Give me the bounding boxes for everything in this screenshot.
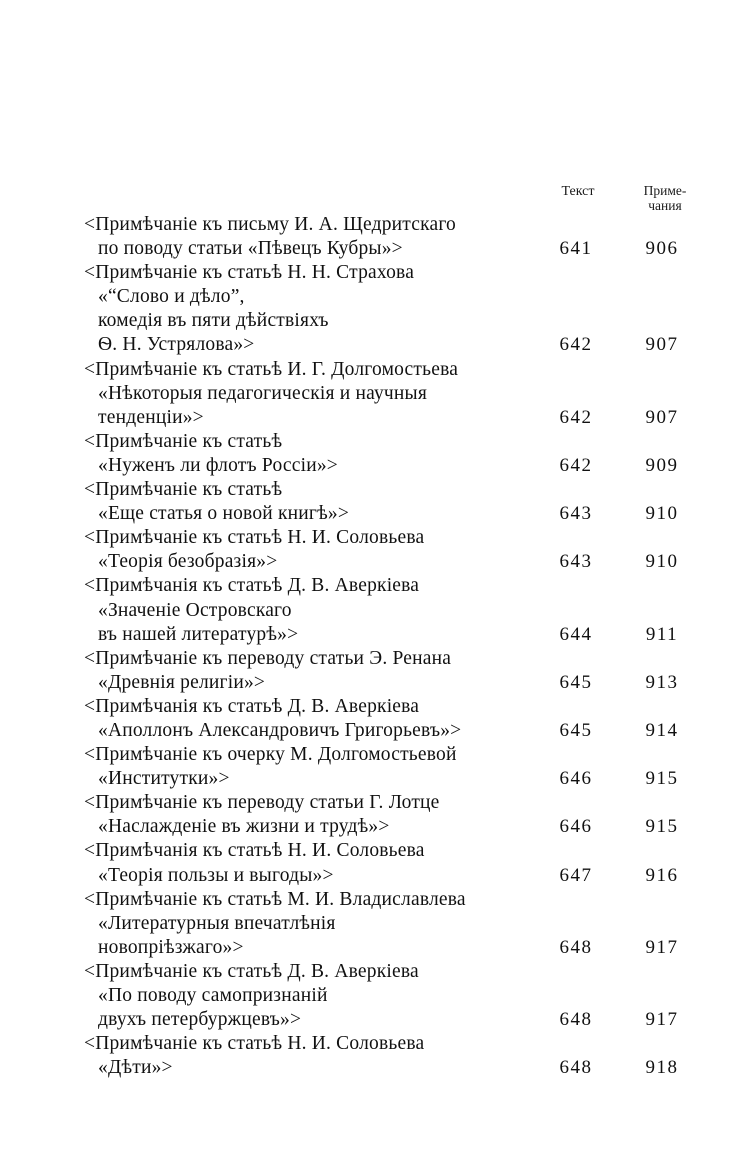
- toc-entry-title-continuation: [84, 599, 704, 623]
- toc-entry-line-text: въ нашей литературѣ»>: [98, 623, 299, 645]
- toc-entry-line-text: <Примѣчаніе къ статьѣ Н. И. Соловьева: [84, 527, 425, 549]
- notes-page-number: 917: [645, 936, 679, 958]
- notes-page-number: 916: [645, 864, 679, 886]
- text-page-number: 646: [559, 816, 593, 838]
- text-page-number: 643: [559, 551, 593, 573]
- toc-entry-line-text: <Примѣчаніе къ статьѣ: [84, 430, 283, 452]
- notes-page-number: 910: [645, 551, 679, 573]
- toc-entry-title-continuation: [84, 912, 704, 936]
- toc-entry: [84, 695, 704, 743]
- toc-entry-title: [84, 478, 704, 502]
- text-page-number: 641: [559, 238, 593, 260]
- toc-entry-title-continuation: [84, 984, 704, 1008]
- toc-entry: [84, 261, 704, 357]
- toc-entry-title-continuation: [84, 454, 704, 478]
- toc-entry-title: [84, 213, 704, 237]
- toc-entry: [84, 1032, 704, 1080]
- toc-entry-line-text: тенденціи»>: [98, 406, 204, 428]
- toc-entry-line-text: «Теорія безобразія»>: [98, 551, 278, 573]
- toc-entry-title: [84, 574, 704, 598]
- toc-entry: [84, 213, 704, 261]
- toc-entry-title-continuation: [84, 382, 704, 406]
- toc-entry-line-text: <Примѣчаніе къ статьѣ М. И. Владиславлева: [84, 888, 466, 910]
- toc-entry: [84, 526, 704, 574]
- toc-entry: [84, 358, 704, 430]
- text-page-number: 642: [559, 334, 593, 356]
- toc-entry-line-text: «Теорія пользы и выгоды»>: [98, 864, 334, 886]
- toc-entry-title-continuation: [84, 406, 704, 430]
- text-page-number: 646: [559, 768, 593, 790]
- toc-entry-title: [84, 839, 704, 863]
- toc-entry-title: [84, 261, 704, 285]
- table-of-contents: [84, 213, 704, 1080]
- notes-page-number: 918: [645, 1057, 679, 1079]
- toc-entry-line-text: «По поводу самопризнаній: [98, 985, 328, 1006]
- toc-entry-title-continuation: [84, 815, 704, 839]
- toc-entry-title-continuation: [84, 864, 704, 888]
- toc-entry-title-continuation: [84, 1008, 704, 1032]
- toc-entry-title-continuation: [84, 671, 704, 695]
- notes-column-label-line-2: чания: [648, 198, 682, 213]
- text-page-number: 642: [559, 454, 593, 476]
- toc-entry-title-continuation: [84, 502, 704, 526]
- toc-entry-title: [84, 358, 704, 382]
- column-header-notes: [630, 183, 700, 213]
- notes-page-number: 915: [645, 768, 679, 790]
- toc-entry-line-text: <Примѣчаніе къ очерку М. Долгомостьевой: [84, 744, 457, 766]
- toc-entry: [84, 647, 704, 695]
- text-page-number: 642: [559, 406, 593, 428]
- toc-entry: [84, 960, 704, 1032]
- notes-page-number: 911: [645, 623, 679, 645]
- toc-entry-title-continuation: [84, 333, 704, 357]
- toc-entry-line-text: <Примѣчаніе къ переводу статьи Э. Ренана: [84, 647, 452, 669]
- toc-entry-title: [84, 526, 704, 550]
- notes-page-number: 917: [645, 1009, 679, 1031]
- toc-entry-line-text: <Примѣчаніе къ статьѣ: [84, 479, 283, 501]
- toc-entry-title-continuation: [84, 767, 704, 791]
- column-header-text: [548, 184, 608, 199]
- notes-page-number: 913: [645, 671, 679, 693]
- toc-entry-title-continuation: [84, 550, 704, 574]
- toc-entry-line-text: «Литературныя впечатлѣнія: [98, 912, 336, 934]
- toc-entry-title: [84, 647, 704, 671]
- toc-entry-line-text: «“Слово и дѣло”,: [98, 286, 245, 308]
- text-page-number: 645: [559, 671, 593, 693]
- toc-entry-line-text: <Примѣчаніе къ статьѣ Н. И. Соловьева: [84, 1033, 425, 1055]
- notes-page-number: 907: [645, 334, 679, 356]
- text-column-label: Текст: [561, 184, 595, 199]
- toc-entry-title: [84, 430, 704, 454]
- toc-entry-line-text: «Аполлонъ Александровичъ Григорьевъ»>: [98, 719, 462, 741]
- toc-entry: [84, 839, 704, 887]
- text-page-number: 647: [559, 864, 593, 886]
- toc-entry-line-text: «Нуженъ ли флотъ Россіи»>: [98, 454, 338, 476]
- toc-entry-line-text: <Примѣчаніе къ статьѣ Д. В. Аверкіева: [84, 960, 419, 982]
- toc-entry-title: [84, 791, 704, 815]
- toc-entry-title: [84, 695, 704, 719]
- toc-entry-title-continuation: [84, 936, 704, 960]
- toc-entry-line-text: «Еще статья о новой книгѣ»>: [98, 503, 350, 525]
- toc-entry-title: [84, 743, 704, 767]
- notes-page-number: 914: [645, 719, 679, 741]
- notes-column-label-line-1: Приме-: [643, 183, 687, 198]
- text-page-number: 648: [559, 936, 593, 958]
- toc-entry-line-text: <Примѣчанія къ статьѣ Д. В. Аверкіева: [84, 695, 420, 717]
- toc-entry-line-text: новопріѣзжаго»>: [98, 936, 244, 958]
- toc-entry-line-text: <Примѣчаніе къ письму И. А. Щедритскаго: [84, 214, 457, 235]
- toc-entry-title-continuation: [84, 237, 704, 261]
- toc-entry-title: [84, 960, 704, 984]
- toc-entry-title: [84, 888, 704, 912]
- text-page-number: 644: [559, 623, 593, 645]
- toc-entry-line-text: комедія въ пяти дѣйствіяхъ: [98, 310, 329, 332]
- notes-page-number: 915: [645, 816, 679, 838]
- toc-entry-line-text: «Нѣкоторыя педагогическія и научныя: [98, 382, 428, 404]
- toc-entry-line-text: «Институтки»>: [98, 768, 230, 790]
- toc-entry: [84, 574, 704, 646]
- notes-page-number: 907: [645, 406, 679, 428]
- toc-entry-title: [84, 1032, 704, 1056]
- notes-page-number: 910: [645, 503, 679, 525]
- notes-page-number: 906: [645, 238, 679, 260]
- toc-entry-line-text: «Древнія религіи»>: [98, 671, 266, 693]
- toc-entry-title-continuation: [84, 719, 704, 743]
- notes-page-number: 909: [645, 454, 679, 476]
- toc-entry: [84, 478, 704, 526]
- toc-entry-title-continuation: [84, 285, 704, 309]
- text-page-number: 643: [559, 503, 593, 525]
- toc-entry-line-text: «Значеніе Островскаго: [98, 599, 292, 621]
- toc-entry: [84, 743, 704, 791]
- toc-entry-title-continuation: [84, 623, 704, 647]
- toc-entry-line-text: по поводу статьи «Пѣвецъ Кубры»>: [98, 238, 403, 260]
- toc-entry-line-text: <Примѣчанія къ статьѣ Д. В. Аверкіева: [84, 575, 420, 597]
- toc-entry: [84, 430, 704, 478]
- text-page-number: 645: [559, 719, 593, 741]
- toc-entry-line-text: «Наслажденіе въ жизни и трудѣ»>: [98, 816, 390, 838]
- toc-entry-title-continuation: [84, 1056, 704, 1080]
- toc-entry-title-continuation: [84, 309, 704, 333]
- text-page-number: 648: [559, 1009, 593, 1031]
- toc-entry-line-text: <Примѣчанія къ статьѣ Н. И. Соловьева: [84, 840, 425, 862]
- toc-entry-line-text: «Дѣти»>: [98, 1057, 173, 1079]
- toc-entry-line-text: Ѳ. Н. Устрялова»>: [98, 334, 255, 356]
- toc-entry: [84, 791, 704, 839]
- toc-entry-line-text: двухъ петербуржцевъ»>: [98, 1009, 302, 1031]
- text-page-number: 648: [559, 1057, 593, 1079]
- toc-entry: [84, 888, 704, 960]
- toc-entry-line-text: <Примѣчаніе къ статьѣ И. Г. Долгомостьева: [84, 358, 459, 380]
- toc-entry-line-text: <Примѣчаніе къ статьѣ Н. Н. Страхова: [84, 262, 415, 284]
- toc-entry-line-text: <Примѣчаніе къ переводу статьи Г. Лотце: [84, 792, 440, 814]
